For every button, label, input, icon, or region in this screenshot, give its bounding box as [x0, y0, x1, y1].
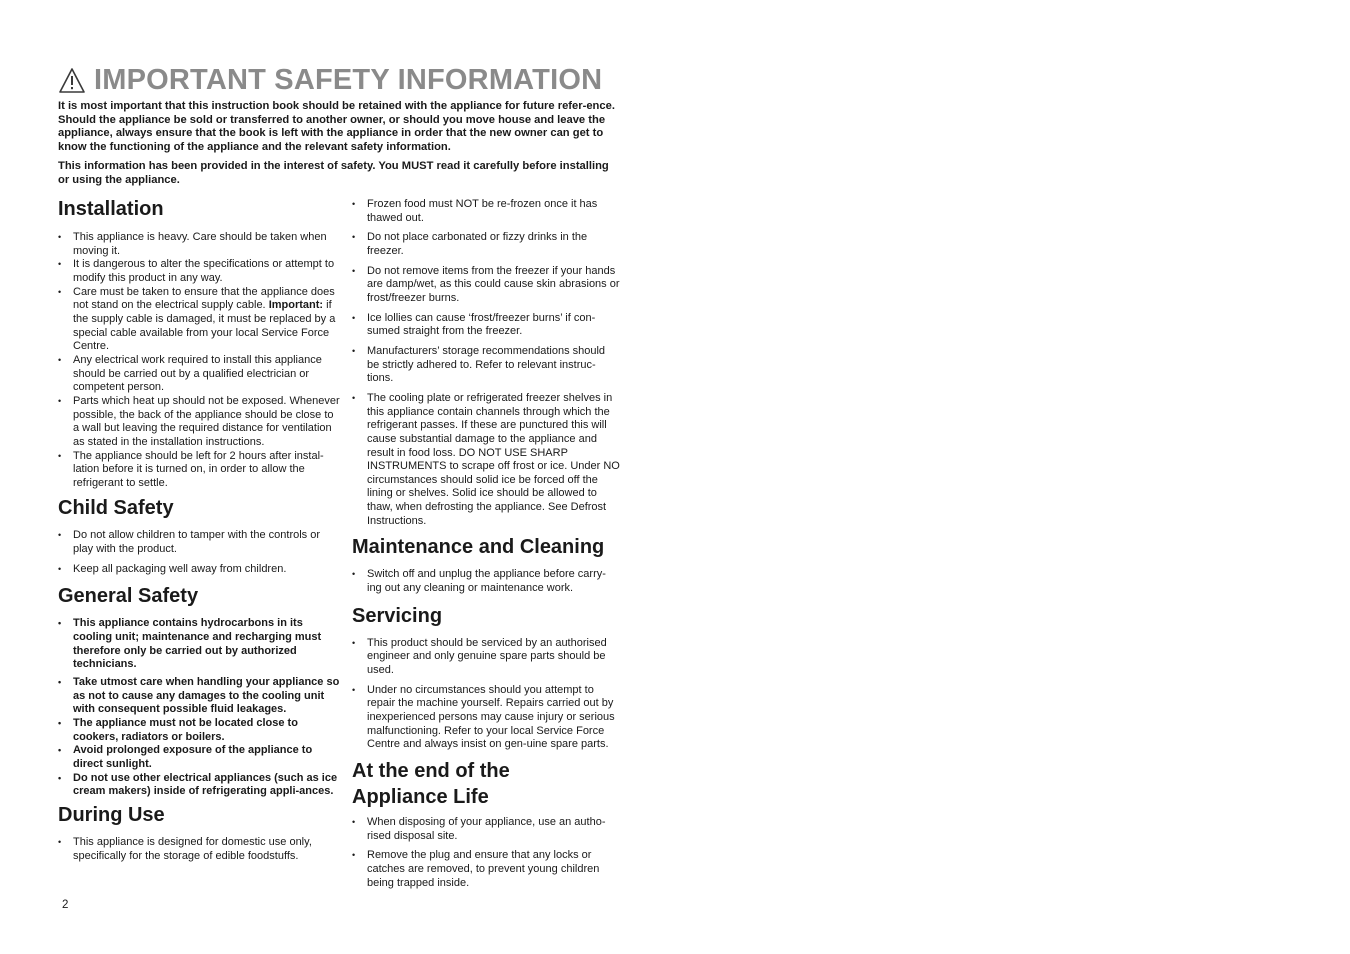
section-child-safety: [58, 495, 340, 576]
heading-line: At the end of the: [352, 760, 510, 782]
heading-installation: Installation: [58, 198, 164, 220]
section-end-of-life: [352, 758, 620, 890]
child-safety-list: [58, 529, 340, 576]
list-item-text: Care must be taken to ensure that the appliance does not stand on the electrical supply cable.: [73, 285, 335, 312]
heading-end-of-life: [352, 758, 620, 810]
list-item: • Frozen food must NOT be re-frozen once it has thawed out.: [352, 198, 620, 225]
right-column: [352, 198, 620, 890]
list-item: • Do not remove items from the freezer if your hands are damp/wet, as this could cause skin abrasions or frost/freezer burns.: [352, 265, 620, 306]
list-item: • Do not place carbonated or fizzy drinks in the freezer.: [352, 231, 620, 258]
list-item: • Switch off and unplug the appliance before carry-ing out any cleaning or maintenance work.: [352, 568, 620, 595]
section-maintenance: [352, 534, 620, 595]
section-general-safety: [58, 583, 340, 799]
list-item: • The cooling plate or refrigerated freezer shelves in this appliance contain channels through which the refrigerant passes. If these are punctured this will cause substantial damage to the appliance and result in food loss. DO NOT USE SHARP INSTRUMENTS to scrape off frost or ice. Under NO circumstances should solid ice be forced off the lining or shelves. Solid ice should be allowed to thaw, when defrosting the appliance. See Defrost Instructions.: [352, 392, 620, 529]
intro-paragraph-retain: It is most important that this instruction book should be retained with the appliance for future refer-ence. Should the appliance be sold or transferred to another owner, or should you move house and leave the appliance, always ensure that the book is left with the appliance in order that the new owner can get to know the functioning of the appliance and the relevant safety information.: [58, 100, 615, 153]
list-item: • When disposing of your appliance, use an autho-rised disposal site.: [352, 816, 620, 843]
list-item: • Keep all packaging well away from children.: [58, 563, 340, 577]
maintenance-list: [352, 568, 620, 595]
list-item: [58, 286, 340, 354]
left-column: [58, 196, 340, 863]
list-item: • The appliance must not be located close to cookers, radiators or boilers.: [58, 717, 340, 744]
end-of-life-list: [352, 816, 620, 890]
list-item: • This appliance contains hydrocarbons in its cooling unit; maintenance and recharging must therefore only be carried out by authorized technicians.: [58, 617, 340, 672]
heading-line: Appliance Life: [352, 786, 489, 808]
heading-general-safety: General Safety: [58, 585, 199, 608]
list-item: • Do not allow children to tamper with the controls or play with the product.: [58, 529, 340, 556]
general-safety-list: [58, 617, 340, 799]
list-item: • This appliance is designed for domestic use only, specifically for the storage of edible foodstuffs.: [58, 836, 340, 863]
heading-during-use: During Use: [58, 803, 165, 826]
list-item: • Any electrical work required to install this appliance should be carried out by a qualified electrician or competent person.: [58, 354, 340, 395]
list-item: • Remove the plug and ensure that any locks or catches are removed, to prevent young children being trapped inside.: [352, 849, 620, 890]
list-item: • Do not use other electrical appliances (such as ice cream makers) inside of refrigerating appli-ances.: [58, 772, 340, 799]
heading-child-safety: Child Safety: [58, 497, 174, 520]
installation-list: [58, 231, 340, 490]
list-item: • Take utmost care when handling your appliance so as not to cause any damages to the cooling unit with consequent possible fluid leakages.: [58, 676, 340, 717]
list-item: • Manufacturers’ storage recommendations should be strictly adhered to. Refer to relevant instruc-tions.: [352, 345, 620, 386]
list-item: • It is dangerous to alter the specifications or attempt to modify this product in any way.: [58, 258, 340, 285]
list-item: • Under no circumstances should you attempt to repair the machine yourself. Repairs carried out by inexperienced persons may cause injury or serious malfunctioning. Refer to your local Service Force Centre and always insist on gen-uine spare parts.: [352, 684, 620, 752]
list-item: • Parts which heat up should not be exposed. Whenever possible, the back of the appliance should be close to a wall but leaving the required distance for ventilation as stated in the installation instructions.: [58, 395, 340, 450]
important-label: Important:: [268, 299, 324, 312]
list-item: • The appliance should be left for 2 hours after instal-lation before it is turned on, in order to allow the refrigerant to settle.: [58, 450, 340, 491]
section-during-use: [58, 802, 340, 863]
heading-servicing: Servicing: [352, 604, 443, 627]
list-item: • Avoid prolonged exposure of the appliance to direct sunlight.: [58, 744, 340, 771]
servicing-list: [352, 637, 620, 752]
list-item: • Ice lollies can cause ‘frost/freezer burns’ if con-sumed straight from the freezer.: [352, 312, 620, 339]
page-number: 2: [62, 899, 69, 911]
page-title-text: IMPORTANT SAFETY INFORMATION: [94, 64, 603, 96]
intro-paragraph-read: This information has been provided in the interest of safety. You MUST read it carefully before installing or using the appliance.: [58, 160, 609, 186]
section-servicing: [352, 603, 620, 752]
list-item: • This appliance is heavy. Care should be taken when moving it.: [58, 231, 340, 258]
warning-triangle-icon: [58, 67, 86, 94]
important-text: if the supply cable is damaged, it must be replaced by a special cable available from your local Service Force Centre.: [73, 299, 336, 353]
section-installation: [58, 196, 340, 490]
list-item: • This product should be serviced by an authorised engineer and only genuine spare parts should be used.: [352, 637, 620, 678]
during-use-list-part-1: [58, 836, 340, 863]
during-use-list-part-2: [352, 198, 620, 528]
intro-text: [58, 100, 618, 194]
page-title: [58, 64, 602, 97]
heading-maintenance-cleaning: Maintenance and Cleaning: [352, 536, 605, 559]
